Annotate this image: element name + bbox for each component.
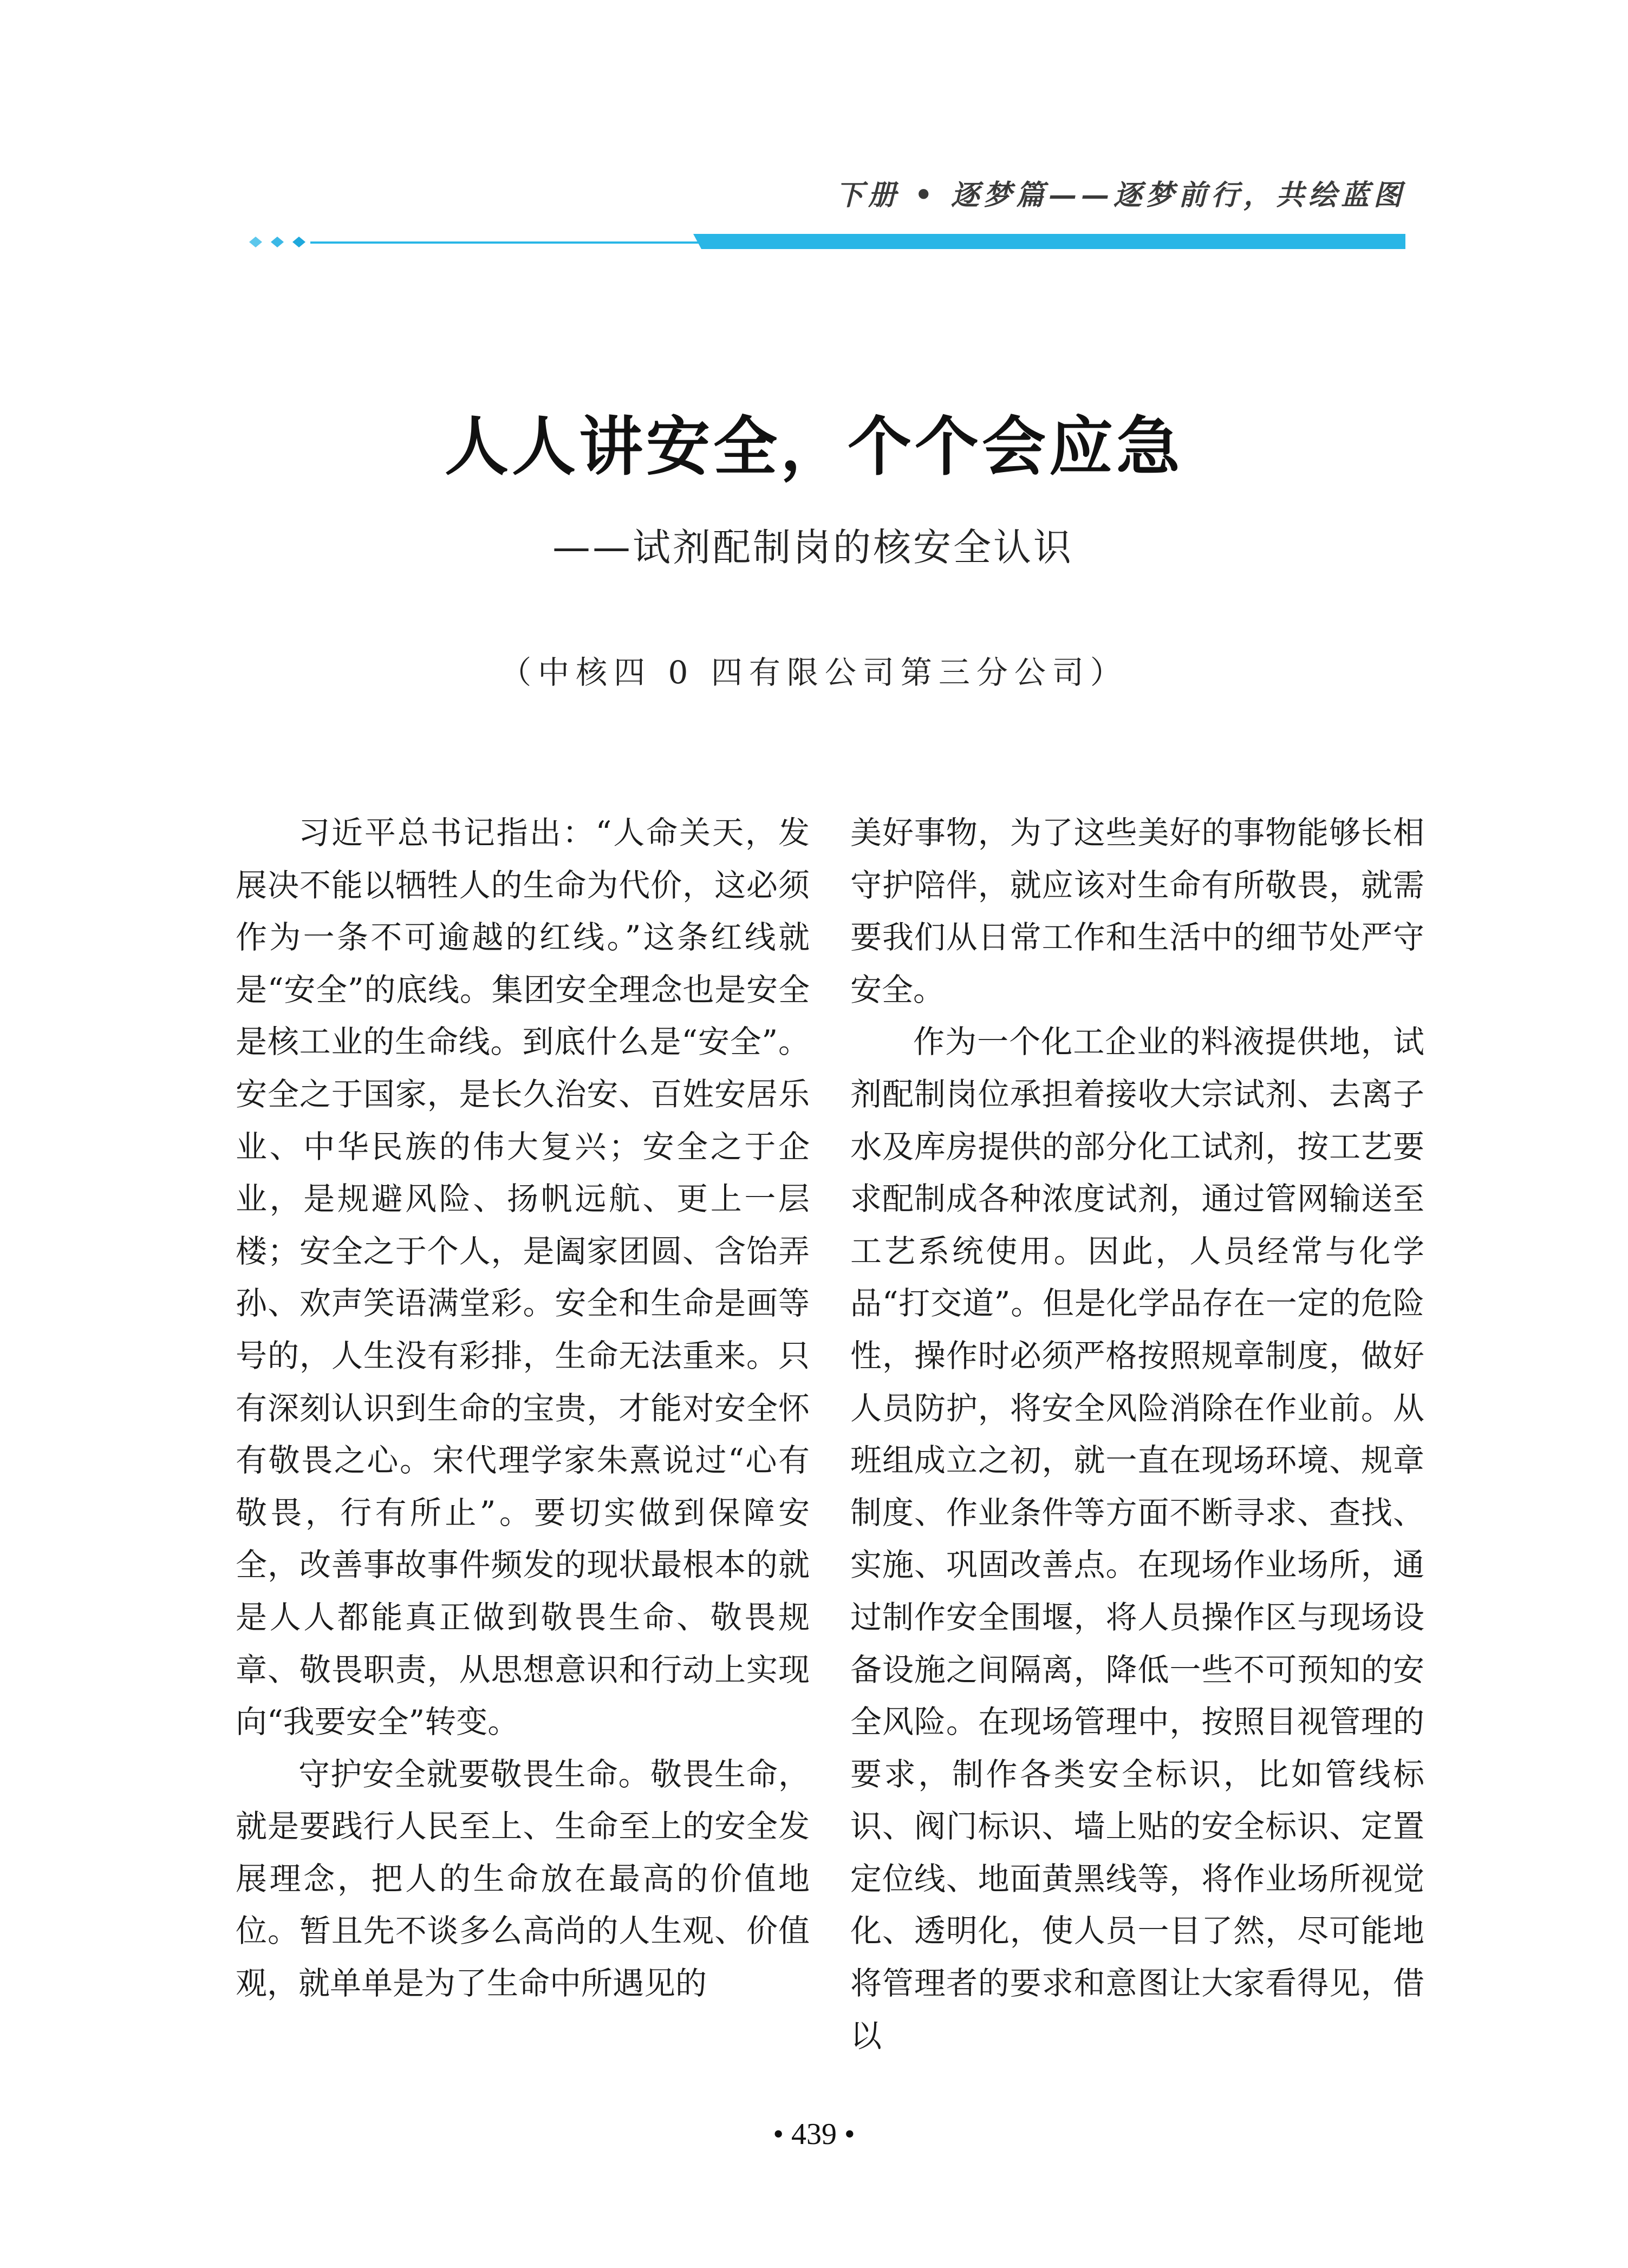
right-column: [850, 807, 1424, 2062]
left-column: [236, 807, 810, 2010]
article-title: 人人讲安全，个个会应急: [444, 409, 1183, 484]
header-rule-decoration: [241, 233, 1405, 250]
diamond-icon: [271, 237, 284, 247]
diamond-icon: [249, 237, 262, 247]
running-header: 下册 • 逐梦篇——逐梦前行，共绘蓝图: [835, 179, 1406, 212]
article-affiliation: （中核四 0 四有限公司第三分公司）: [500, 654, 1128, 691]
page-number: • 439 •: [773, 2117, 855, 2151]
article-subtitle: ——试剂配制岗的核安全认识: [552, 525, 1073, 570]
paragraph: 作为一个化工企业的料液提供地，试剂配制岗位承担着接收大宗试剂、去离子水及库房提供的部分化工试剂，按工艺要求配制成各种浓度试剂，通过管网输送至工艺系统使用。因此，人员经常与化学品“打交道”。但是化学品存在一定的危险性，操作时必须严格按照规章制度，做好人员防护，将安全风险消除在作业前。从班组成立之初，就一直在现场环境、规章制度、作业条件等方面不断寻求、查找、实施、巩固改善点。在现场作业场所，通过制作安全围堰，将人员操作区与现场设备设施之间隔离，降低一些不可预知的安全风险。在现场管理中，按照目视管理的要求，制作各类安全标识，比如管线标识、阀门标识、墙上贴的安全标识、定置定位线、地面黄黑线等，将作业场所视觉化、透明化，使人员一目了然，尽可能地将管理者的要求和意图让大家看得见，借以: [850, 1023, 1424, 2054]
diamond-icon: [292, 237, 305, 247]
paragraph-continued: 美好事物，为了这些美好的事物能够长相守护陪伴，就应该对生命有所敬畏，就需要我们从日常工作和生活中的细节处严守安全。: [850, 814, 1424, 1008]
paragraph: 守护安全就要敬畏生命。敬畏生命，就是要践行人民至上、生命至上的安全发展理念，把人的生命放在最高的价值地位。暂且先不谈多么高尚的人生观、价值观，就单单是为了生命中所遇见的: [236, 1755, 810, 2002]
header-thick-bar: [693, 234, 1405, 249]
paragraph: 习近平总书记指出：“人命关天，发展决不能以牺牲人的生命为代价，这必须作为一条不可逾越的红线。”这条红线就是“安全”的底线。集团安全理念也是安全是核工业的生命线。到底什么是“安全”。安全之于国家，是长久治安、百姓安居乐业、中华民族的伟大复兴；安全之于企业，是规避风险、扬帆远航、更上一层楼；安全之于个人，是阖家团圆、含饴弄孙、欢声笑语满堂彩。安全和生命是画等号的，人生没有彩排，生命无法重来。只有深刻认识到生命的宝贵，才能对安全怀有敬畏之心。宋代理学家朱熹说过“心有敬畏，行有所止”。要切实做到保障安全，改善事故事件频发的现状最根本的就是人人都能真正做到敬畏生命、敬畏规章、敬畏职责，从思想意识和行动上实现向“我要安全”转变。: [236, 814, 810, 1741]
